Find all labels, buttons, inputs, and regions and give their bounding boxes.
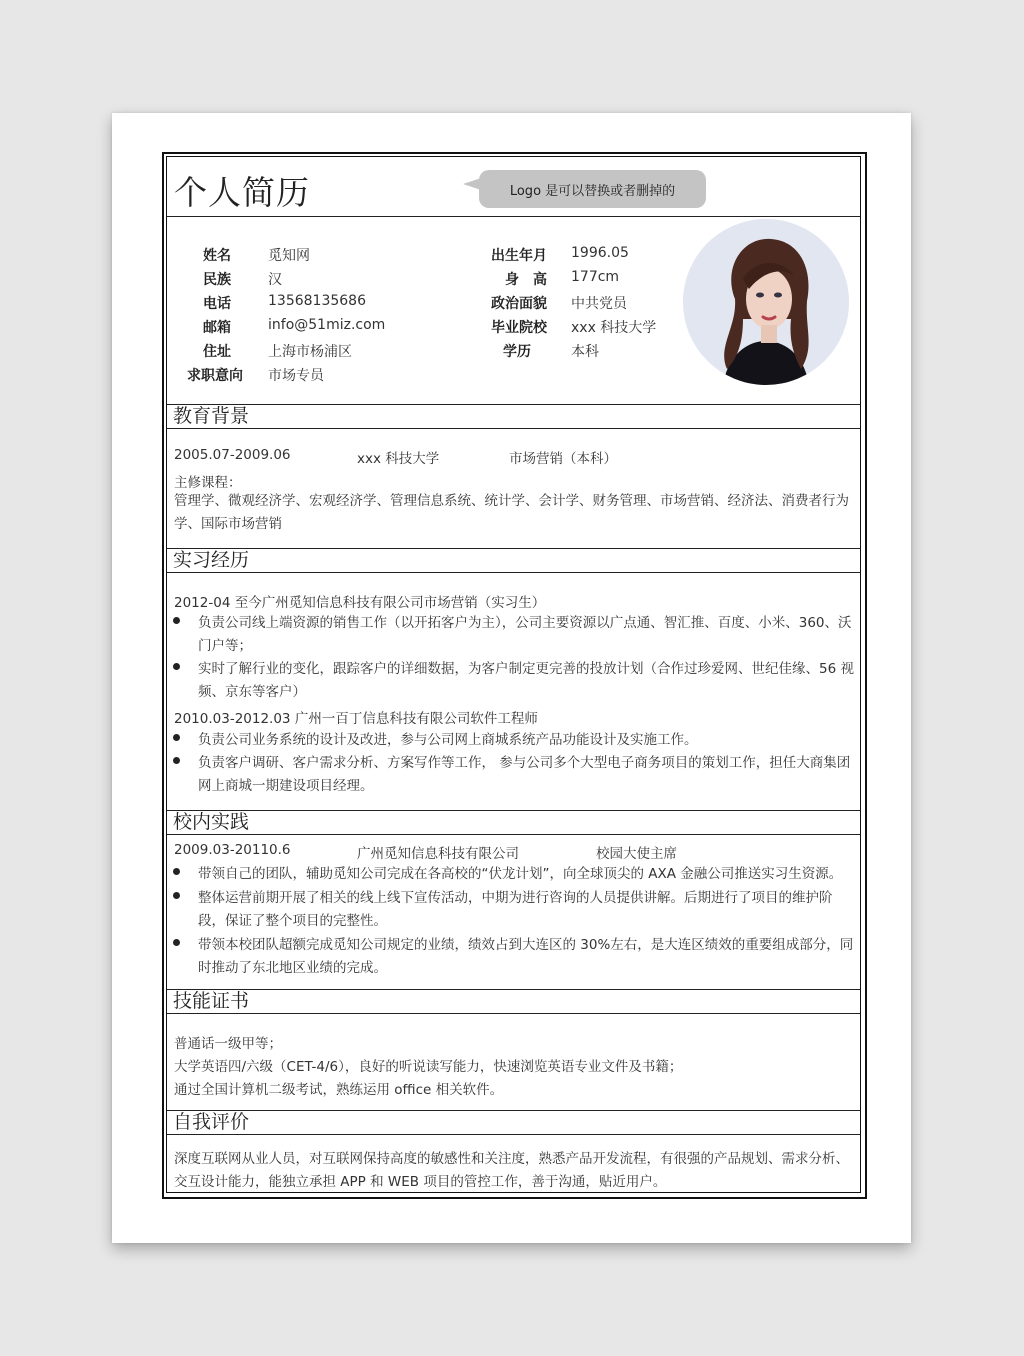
bullet-dot-icon xyxy=(173,868,180,875)
internship-heading xyxy=(167,548,860,573)
phone-value: 13568135686 xyxy=(268,293,366,309)
page-title: 个人简历 xyxy=(174,173,310,212)
politics-value: 中共党员 xyxy=(571,296,627,312)
self-eval-text: 深度互联网从业人员，对互联网保持高度的敏感性和关注度，熟悉产品开发流程，有很强的产品规划、需求分析、交互设计能力，能独立承担 APP 和 WEB 项目的管控工作，善于沟通，贴近用户。 xyxy=(174,1151,849,1190)
politics-label: 政治面貌 xyxy=(491,296,547,312)
logo-placeholder-bubble[interactable]: Logo 是可以替换或者删掉的 xyxy=(479,170,706,208)
education-major: 市场营销（本科） xyxy=(509,451,617,467)
bullet-dot-icon xyxy=(173,892,180,899)
school-label: 毕业院校 xyxy=(491,320,547,336)
portrait-illustration xyxy=(683,219,849,385)
internship-heading-text: 实习经历 xyxy=(173,549,250,571)
bullet-dot-icon xyxy=(173,663,180,670)
self-eval-heading xyxy=(167,1110,860,1135)
degree-value: 本科 xyxy=(571,344,599,360)
birth-label: 出生年月 xyxy=(491,248,547,264)
skill-line-2: 大学英语四/六级（CET-4/6），良好的听说读写能力，快速浏览英语专业文件及书籍； xyxy=(174,1059,683,1075)
name-value: 觅知网 xyxy=(268,248,310,264)
job2-bullet-1: 负责公司业务系统的设计及改进，参与公司网上商城系统产品功能设计及实施工作。 xyxy=(198,732,698,748)
school-value: xxx 科技大学 xyxy=(571,320,657,336)
job1-bullet-2: 实时了解行业的变化，跟踪客户的详细数据，为客户制定更完善的投放计划（合作过珍爱网、世纪佳缘、56 视频、京东等客户） xyxy=(198,661,854,700)
education-school: xxx 科技大学 xyxy=(357,451,440,467)
job2-title: 2010.03-2012.03 广州一百丁信息科技有限公司软件工程师 xyxy=(174,711,538,727)
courses-list: 管理学、微观经济学、宏观经济学、管理信息系统、统计学、会计学、财务管理、市场营销、经济法、消费者行为学、国际市场营销 xyxy=(174,493,849,532)
title-row xyxy=(167,157,860,217)
campus-bullet-2: 整体运营前期开展了相关的线上线下宣传活动，中期为进行咨询的人员提供讲解。后期进行了项目的维护阶段，保证了整个项目的完整性。 xyxy=(198,890,833,929)
skills-heading-text: 技能证书 xyxy=(173,990,250,1012)
bullet-dot-icon xyxy=(173,757,180,764)
email-label: 邮箱 xyxy=(203,320,231,336)
height-label: 身 高 xyxy=(505,272,547,288)
job-objective-label: 求职意向 xyxy=(187,368,243,384)
self-eval-heading-text: 自我评价 xyxy=(173,1111,250,1133)
address-label: 住址 xyxy=(203,344,231,360)
campus-role: 校园大使主席 xyxy=(596,846,677,862)
job2-bullet-2: 负责客户调研、客户需求分析、方案写作等工作， 参与公司多个大型电子商务项目的策划工作，担任大商集团网上商城一期建设项目经理。 xyxy=(198,755,851,794)
birth-value: 1996.05 xyxy=(571,245,629,261)
bullet-dot-icon xyxy=(173,939,180,946)
campus-heading xyxy=(167,810,860,835)
bullet-dot-icon xyxy=(173,734,180,741)
resume-inner-border xyxy=(166,156,861,1193)
bullet-dot-icon xyxy=(173,617,180,624)
ethnicity-value: 汉 xyxy=(268,272,282,288)
name-label: 姓名 xyxy=(203,248,231,264)
address-value: 上海市杨浦区 xyxy=(268,344,352,360)
skill-line-1: 普通话一级甲等； xyxy=(174,1036,282,1052)
skills-heading xyxy=(167,989,860,1014)
email-value: info@51miz.com xyxy=(268,317,386,333)
job1-bullet-1: 负责公司线上端资源的销售工作（以开拓客户为主），公司主要资源以广点通、智汇推、百度、小米、360、沃门户等； xyxy=(198,615,852,654)
education-period: 2005.07-2009.06 xyxy=(174,447,291,463)
campus-org: 广州觅知信息科技有限公司 xyxy=(357,846,519,862)
campus-heading-text: 校内实践 xyxy=(173,811,250,833)
profile-photo xyxy=(683,219,849,385)
resume-frame xyxy=(162,152,867,1199)
campus-bullet-3: 带领本校团队超额完成觅知公司规定的业绩，绩效占到大连区的 30%左右，是大连区绩效的重要组成部分，同时推动了东北地区业绩的完成。 xyxy=(198,937,854,976)
education-heading xyxy=(167,404,860,429)
campus-bullet-1: 带领自己的团队，辅助觅知公司完成在各高校的“伏龙计划”，向全球顶尖的 AXA 金融公司推送实习生资源。 xyxy=(198,866,843,882)
education-heading-text: 教育背景 xyxy=(173,405,250,427)
courses-label: 主修课程： xyxy=(174,475,242,491)
skill-line-3: 通过全国计算机二级考试，熟练运用 office 相关软件。 xyxy=(174,1082,504,1098)
ethnicity-label: 民族 xyxy=(203,272,231,288)
phone-label: 电话 xyxy=(203,296,231,312)
job1-title: 2012-04 至今广州觅知信息科技有限公司市场营销（实习生） xyxy=(174,595,546,611)
campus-period: 2009.03-20110.6 xyxy=(174,842,291,858)
height-value: 177cm xyxy=(571,269,620,285)
job-objective-value: 市场专员 xyxy=(268,368,324,384)
degree-label: 学历 xyxy=(503,344,531,360)
